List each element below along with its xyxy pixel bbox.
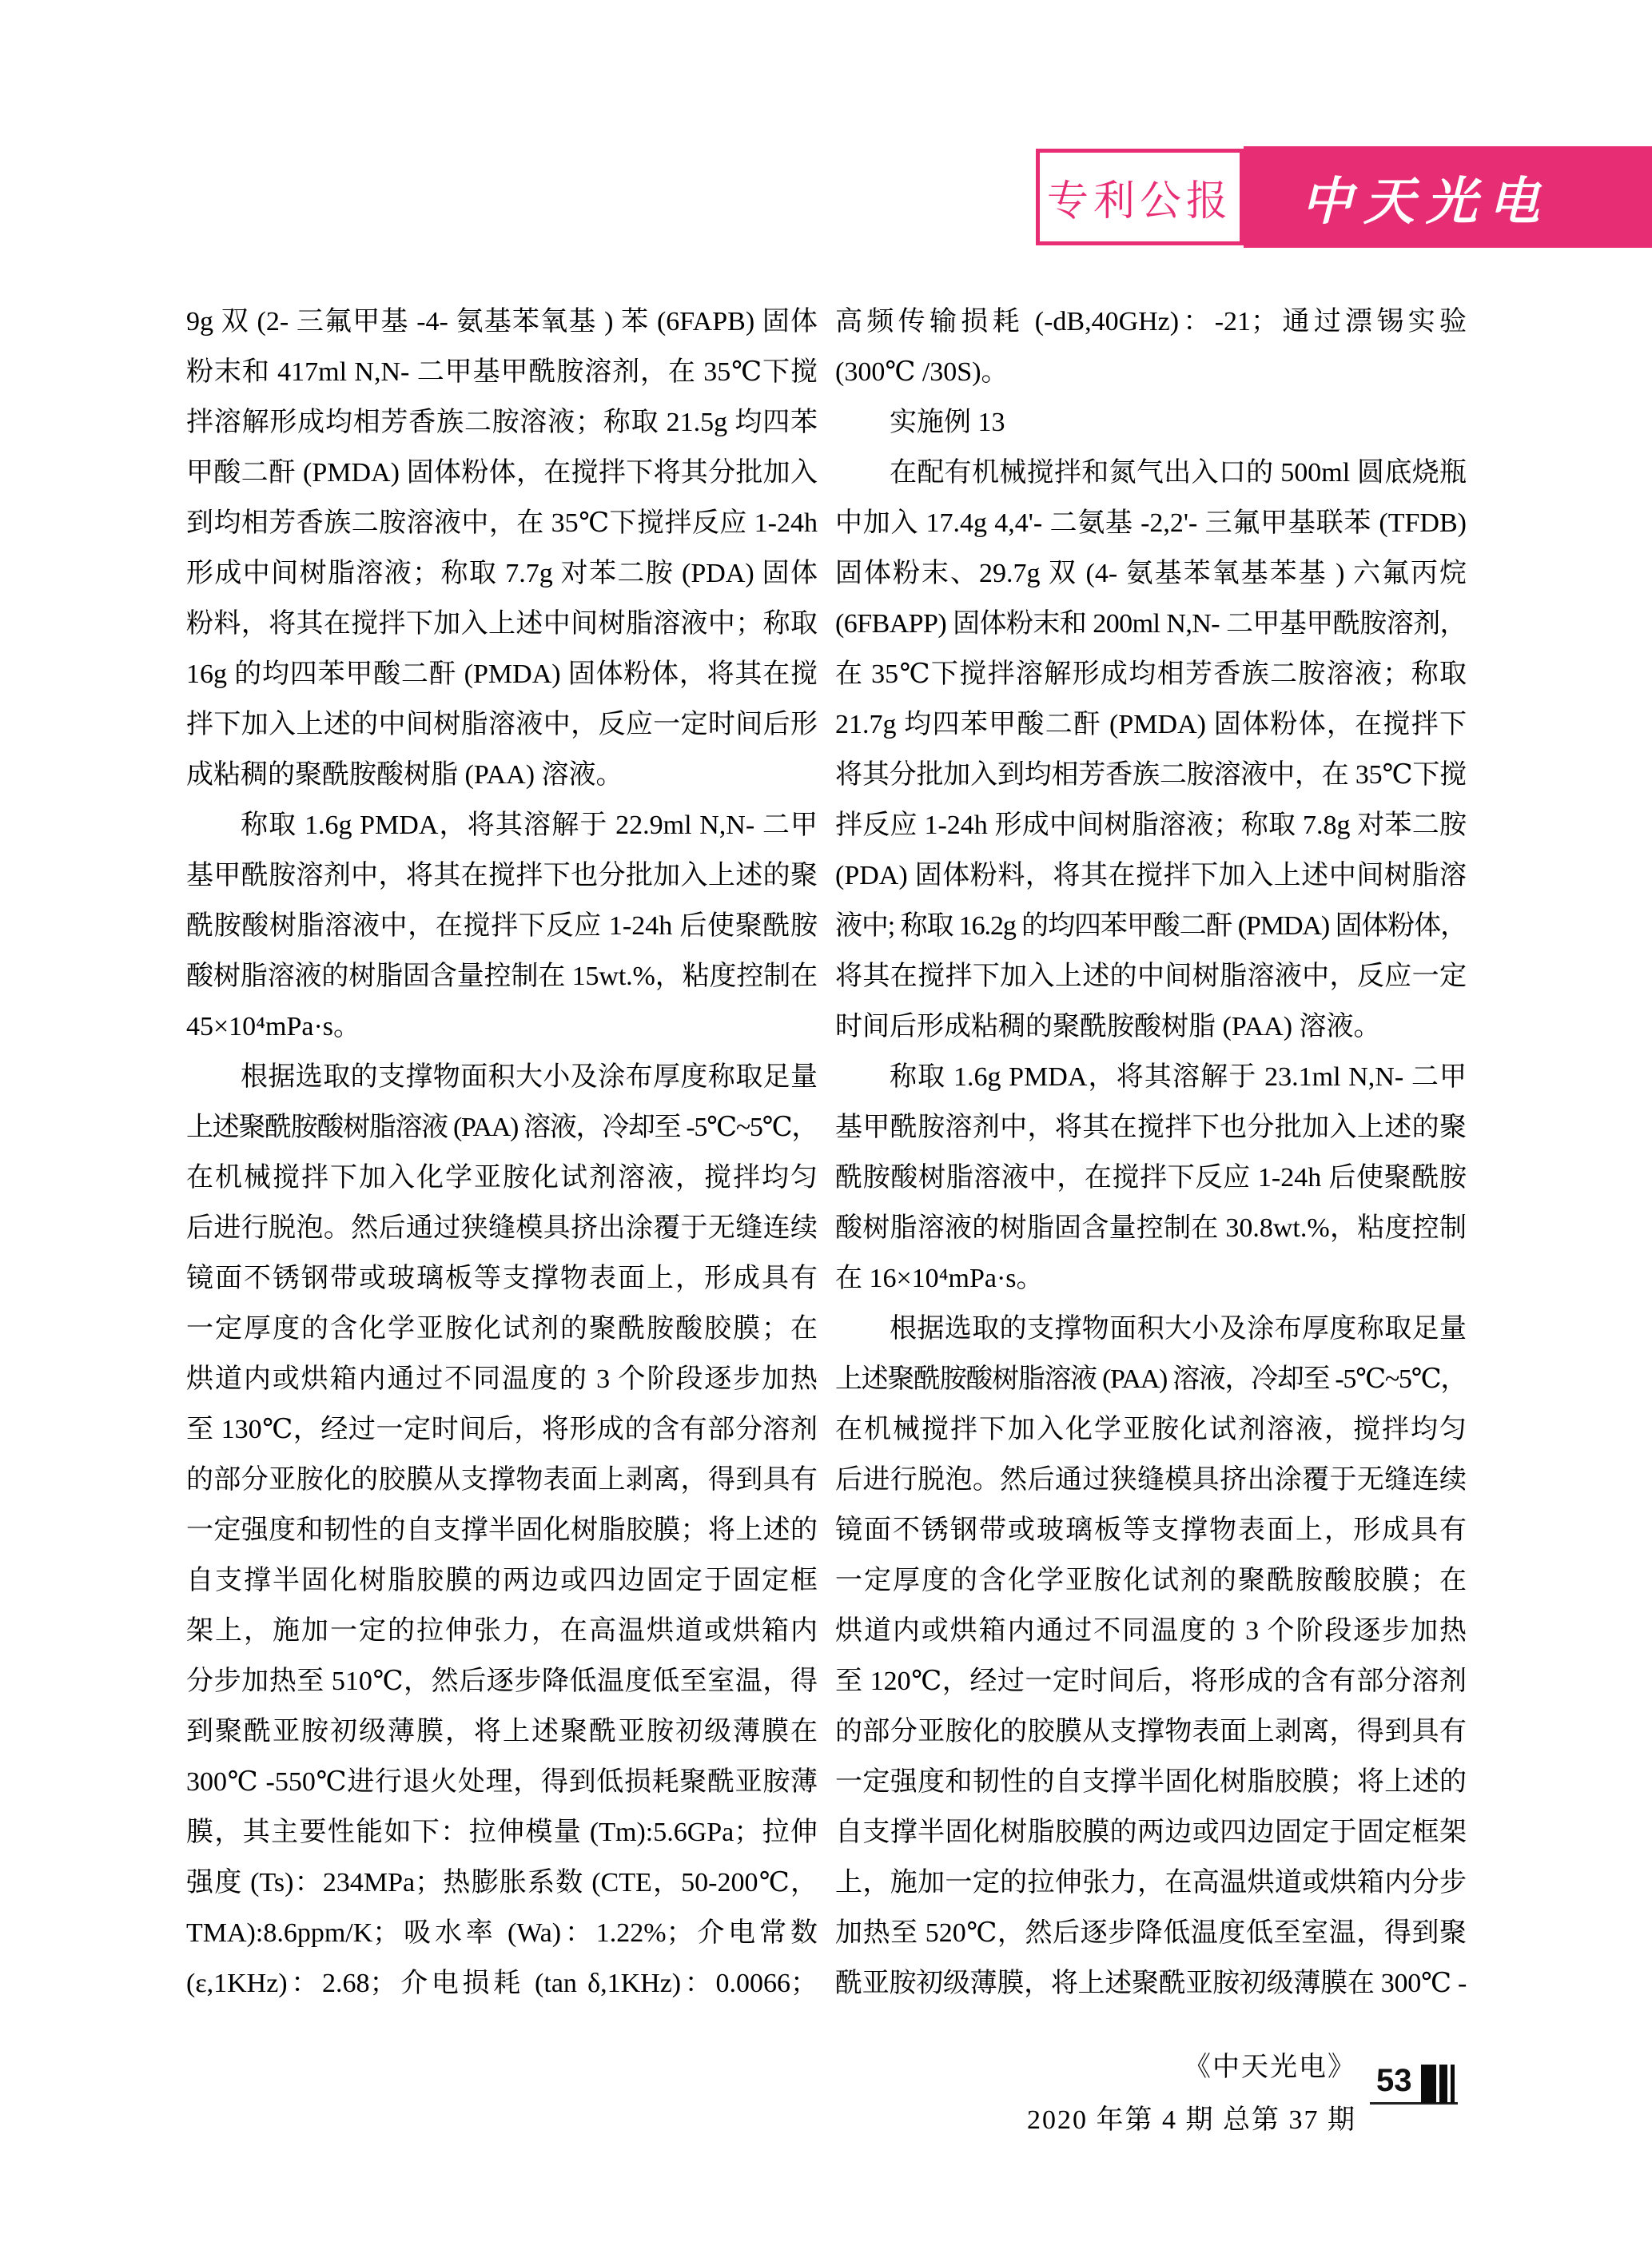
text-line: 固体粉末、29.7g 双 (4- 氨基苯氧基苯基 ) 六氟丙烷 xyxy=(835,559,1467,588)
text-line: 高频传输损耗 (-dB,40GHz)：-21；通过漂锡实验 xyxy=(835,307,1467,336)
text-line: 称取 1.6g PMDA，将其溶解于 23.1ml N,N- 二甲 xyxy=(890,1062,1467,1092)
text-line: 成粘稠的聚酰胺酸树脂 (PAA) 溶液。 xyxy=(186,760,623,790)
text-line: 酰亚胺初级薄膜，将上述聚酰亚胺初级薄膜在 300℃ - xyxy=(835,1969,1467,1998)
text-line: 将其在搅拌下加入上述的中间树脂溶液中，反应一定 xyxy=(835,962,1467,991)
decor-bar-thick xyxy=(1421,2065,1436,2103)
text-line: 根据选取的支撑物面积大小及涂布厚度称取足量 xyxy=(890,1314,1467,1344)
text-line: 实施例 13 xyxy=(890,408,1005,437)
text-line: 中加入 17.4g 4,4'- 二氨基 -2,2'- 三氟甲基联苯 (TFDB) xyxy=(835,508,1467,538)
text-line: 在 35℃下搅拌溶解形成均相芳香族二胺溶液；称取 xyxy=(835,659,1467,689)
text-line: 粉末和 417ml N,N- 二甲基甲酰胺溶剂，在 35℃下搅 xyxy=(186,357,818,387)
text-line: 架上，施加一定的拉伸张力，在高温烘道或烘箱内 xyxy=(186,1616,818,1646)
text-line: (ε,1KHz)：2.68；介电损耗 (tan δ,1KHz)：0.0066； xyxy=(186,1969,818,1998)
text-line: 加热至 520℃，然后逐步降低温度低至室温，得到聚 xyxy=(835,1918,1467,1948)
text-line: (6FBAPP) 固体粉末和 200ml N,N- 二甲基甲酰胺溶剂， xyxy=(835,609,1467,639)
text-line: 后进行脱泡。然后通过狭缝模具挤出涂覆于无缝连续 xyxy=(835,1465,1467,1495)
text-line: 到均相芳香族二胺溶液中，在 35℃下搅拌反应 1-24h xyxy=(186,508,818,538)
text-line: 酸树脂溶液的树脂固含量控制在 30.8wt.%，粘度控制 xyxy=(835,1213,1467,1243)
text-line: 9g 双 (2- 三氟甲基 -4- 氨基苯氧基 ) 苯 (6FAPB) 固体 xyxy=(186,307,818,336)
text-line: 的部分亚胺化的胶膜从支撑物表面上剥离，得到具有 xyxy=(835,1717,1467,1746)
text-line: 45×10⁴mPa·s。 xyxy=(186,1012,361,1041)
text-line: 至 130℃，经过一定时间后，将形成的含有部分溶剂 xyxy=(186,1415,818,1444)
text-line: 时间后形成粘稠的聚酰胺酸树脂 (PAA) 溶液。 xyxy=(835,1012,1381,1041)
text-line: TMA):8.6ppm/K；吸水率 (Wa)：1.22%；介电常数 xyxy=(186,1918,818,1948)
text-line: (PDA) 固体粉料，将其在搅拌下加入上述中间树脂溶 xyxy=(835,861,1467,890)
text-line: 将其分批加入到均相芳香族二胺溶液中，在 35℃下搅 xyxy=(835,760,1467,790)
text-line: 强度 (Ts)：234MPa；热膨胀系数 (CTE，50-200℃， xyxy=(186,1868,818,1898)
text-line: 液中; 称取 16.2g 的均四苯甲酸二酐 (PMDA) 固体粉体， xyxy=(835,911,1467,941)
footer-issue-line: 2020 年第 4 期 总第 37 期 xyxy=(1027,2105,1356,2135)
text-line: 后进行脱泡。然后通过狭缝模具挤出涂覆于无缝连续 xyxy=(186,1213,818,1243)
text-line: 自支撑半固化树脂胶膜的两边或四边固定于固定框架 xyxy=(835,1818,1467,1847)
text-line: 一定强度和韧性的自支撑半固化树脂胶膜；将上述的 xyxy=(186,1515,818,1545)
text-line: 镜面不锈钢带或玻璃板等支撑物表面上，形成具有 xyxy=(835,1515,1467,1545)
patent-gazette-box xyxy=(1036,149,1244,245)
text-line: (300℃ /30S)。 xyxy=(835,357,1009,387)
text-line: 形成中间树脂溶液；称取 7.7g 对苯二胺 (PDA) 固体 xyxy=(186,559,818,588)
text-line: 一定强度和韧性的自支撑半固化树脂胶膜；将上述的 xyxy=(835,1767,1467,1797)
text-line: 称取 1.6g PMDA，将其溶解于 22.9ml N,N- 二甲 xyxy=(241,810,818,840)
text-line: 粉料，将其在搅拌下加入上述中间树脂溶液中；称取 xyxy=(186,609,818,639)
text-line: 酰胺酸树脂溶液中，在搅拌下反应 1-24h 后使聚酰胺 xyxy=(835,1163,1467,1193)
text-line: 一定厚度的含化学亚胺化试剂的聚酰胺酸胶膜；在 xyxy=(835,1566,1467,1595)
text-line: 酸树脂溶液的树脂固含量控制在 15wt.%，粘度控制在 xyxy=(186,962,818,991)
text-line: 自支撑半固化树脂胶膜的两边或四边固定于固定框 xyxy=(186,1566,818,1595)
text-line: 镜面不锈钢带或玻璃板等支撑物表面上，形成具有 xyxy=(186,1264,818,1293)
brand-logo-text: 中天光电 xyxy=(1301,171,1550,232)
text-line: 在配有机械搅拌和氮气出入口的 500ml 圆底烧瓶 xyxy=(890,458,1467,488)
text-line: 上，施加一定的拉伸张力，在高温烘道或烘箱内分步 xyxy=(835,1868,1467,1898)
text-line: 拌溶解形成均相芳香族二胺溶液；称取 21.5g 均四苯 xyxy=(186,408,818,437)
text-line: 在机械搅拌下加入化学亚胺化试剂溶液，搅拌均匀 xyxy=(186,1163,818,1193)
brand-banner xyxy=(1244,146,1652,248)
text-line: 上述聚酰胺酸树脂溶液 (PAA) 溶液，冷却至 -5℃~5℃， xyxy=(186,1113,818,1142)
text-line: 300℃ -550℃进行退火处理，得到低损耗聚酰亚胺薄 xyxy=(186,1767,818,1797)
text-line: 酰胺酸树脂溶液中，在搅拌下反应 1-24h 后使聚酰胺 xyxy=(186,911,818,941)
text-line: 膜，其主要性能如下：拉伸模量 (Tm):5.6GPa；拉伸 xyxy=(186,1818,818,1847)
text-line: 烘道内或烘箱内通过不同温度的 3 个阶段逐步加热 xyxy=(835,1616,1467,1646)
text-line: 21.7g 均四苯甲酸二酐 (PMDA) 固体粉体，在搅拌下 xyxy=(835,710,1467,739)
text-line: 基甲酰胺溶剂中，将其在搅拌下也分批加入上述的聚 xyxy=(835,1113,1467,1142)
text-line: 基甲酰胺溶剂中，将其在搅拌下也分批加入上述的聚 xyxy=(186,861,818,890)
text-line: 至 120℃，经过一定时间后，将形成的含有部分溶剂 xyxy=(835,1667,1467,1696)
column-right xyxy=(835,297,1467,2009)
text-line: 分步加热至 510℃，然后逐步降低温度低至室温，得 xyxy=(186,1667,818,1696)
text-line: 16g 的均四苯甲酸二酐 (PMDA) 固体粉体，将其在搅 xyxy=(186,659,818,689)
text-line: 到聚酰亚胺初级薄膜，将上述聚酰亚胺初级薄膜在 xyxy=(186,1717,818,1746)
text-line: 拌反应 1-24h 形成中间树脂溶液；称取 7.8g 对苯二胺 xyxy=(835,810,1467,840)
column-left xyxy=(186,297,818,2009)
page-number: 53 xyxy=(1376,2063,1412,2098)
decor-bar-medium xyxy=(1439,2065,1447,2103)
decor-bar-thin xyxy=(1451,2065,1455,2103)
text-line: 在 16×10⁴mPa·s。 xyxy=(835,1264,1044,1293)
patent-gazette-label: 专利公报 xyxy=(1046,178,1232,225)
text-line: 在机械搅拌下加入化学亚胺化试剂溶液，搅拌均匀 xyxy=(835,1415,1467,1444)
text-line: 的部分亚胺化的胶膜从支撑物表面上剥离，得到具有 xyxy=(186,1465,818,1495)
text-line: 拌下加入上述的中间树脂溶液中，反应一定时间后形 xyxy=(186,710,818,739)
text-line: 甲酸二酐 (PMDA) 固体粉体，在搅拌下将其分批加入 xyxy=(186,458,818,488)
text-line: 根据选取的支撑物面积大小及涂布厚度称取足量 xyxy=(241,1062,818,1092)
footer-journal-title: 《中天光电》 xyxy=(1184,2053,1356,2082)
text-line: 烘道内或烘箱内通过不同温度的 3 个阶段逐步加热 xyxy=(186,1364,818,1394)
text-line: 上述聚酰胺酸树脂溶液 (PAA) 溶液，冷却至 -5℃~5℃， xyxy=(835,1364,1467,1394)
text-line: 一定厚度的含化学亚胺化试剂的聚酰胺酸胶膜；在 xyxy=(186,1314,818,1344)
